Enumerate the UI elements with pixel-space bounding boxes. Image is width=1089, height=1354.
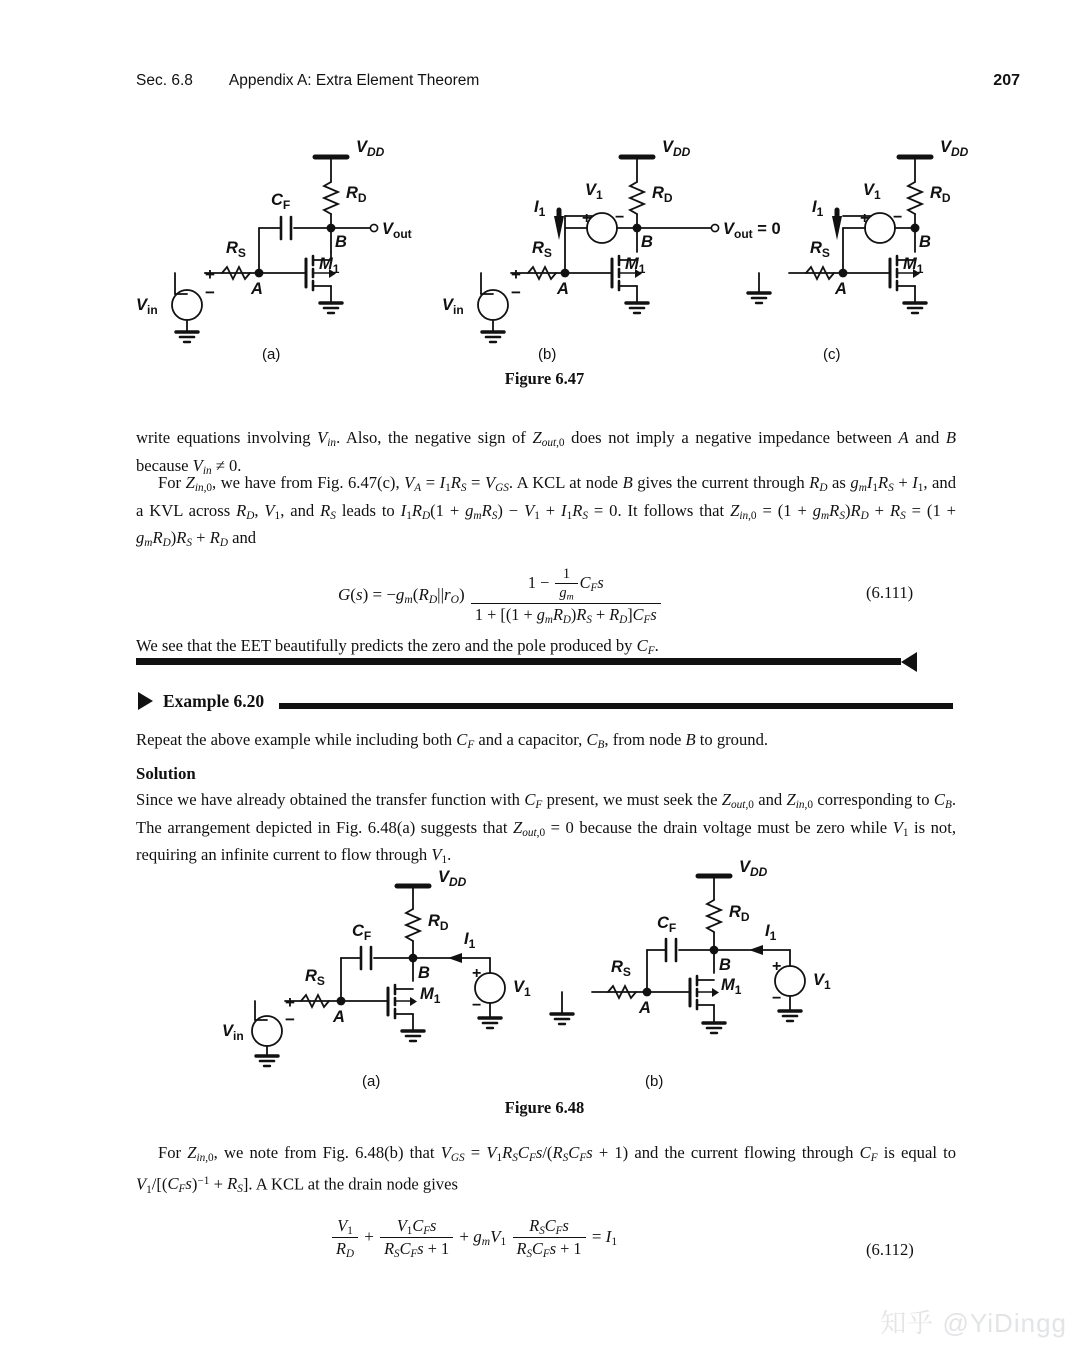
label-rd-c: $R_D$ [930,184,951,205]
example-end-marker-icon [901,652,917,672]
figure-6-48 [200,858,920,1068]
label-node-b-a: B [335,233,347,251]
example-start-marker-icon [138,692,153,710]
label-cf-48a: $C_F$ [352,922,372,943]
running-head [136,72,1020,90]
label-vin-a: $V_{in}$ [136,296,158,317]
sign-minus-a: − [205,283,215,302]
equation-6-111 [338,566,663,626]
sign-plus-c: + [860,210,870,227]
equation-6-112-plus-1: + [364,1227,374,1246]
label-vout-zero-b: $V_{out} = 0$ [723,220,781,241]
label-vdd-c: $V_{DD}$ [940,138,969,159]
paragraph-1: write equations involving $V_{in}$. Also, the negative sign of $Z_{out},0$ does not imply a negative impedance between A and B because $V_{in} \ne 0$. [136,428,956,477]
sign-plus-a: + [205,265,215,284]
label-vdd-48a: $V_{DD}$ [438,868,467,889]
figure-6-48-caption: Figure 6.48 [504,1098,585,1117]
equation-6-111-numerator: 1 − $\frac{1}{g_m}$ $C_Fs$ [527,566,604,603]
label-rs-a: $R_S$ [226,239,246,260]
label-rs-48a: $R_S$ [305,967,325,988]
figure-6-48-svg [200,858,920,1068]
equation-6-111-lhs: $G(s) = -g_m(R_D||r_O)$ [338,584,469,607]
label-node-a-c: A [835,280,847,298]
label-vdd-b: $V_{DD}$ [662,138,691,159]
equation-6-111-number: (6.111) [866,583,914,602]
label-vout-a: $V_{out}$ [382,220,412,241]
label-rs-48b: $R_S$ [611,958,631,979]
figure-6-47-caption: Figure 6.47 [504,369,585,388]
sign-plus-48a: + [472,965,482,982]
equation-6-112-gm-term: $g_mV1$ [473,1227,507,1249]
sign-plus-vin-b: + [511,265,521,284]
sign-plus-48b: + [772,958,782,975]
equation-6-111-fraction [471,566,661,626]
label-rs-c: $R_S$ [810,239,830,260]
figure-6-47-sublabel-a: (a) [262,346,281,363]
sign-minus-c: − [893,209,903,226]
equation-6-112-number: (6.112) [866,1240,914,1259]
label-node-a-48b: A [639,999,651,1017]
label-rd-48b: $R_D$ [729,903,750,924]
sign-plus-vin-48a: + [285,993,295,1012]
label-node-b-48a: B [418,964,430,982]
label-cf-48b: $C_F$ [657,914,677,935]
figure-6-47-sublabel-c: (c) [823,346,841,363]
label-rd-a: $R_D$ [346,184,367,205]
label-v1-48b: $V_1$ [813,971,831,992]
watermark: 知乎 @YiDingg [880,1308,1067,1338]
label-node-a-b: A [557,280,569,298]
figure-6-47 [130,128,1030,368]
label-vdd-a: $V_{DD}$ [356,138,385,159]
label-m1-b: $M_1$ [625,255,646,276]
figure-6-48-sublabel-a: (a) [362,1073,381,1090]
label-i1-48b: $I_1$ [765,922,777,943]
example-body: Repeat the above example while including both $C_F$ and a capacitor, $C_B$, from node B to ground. [136,730,769,752]
equation-6-112-term3: $\frac{R_SC_Fs}{R_SC_Fs + 1}$ [513,1216,586,1260]
equation-6-112-plus-2: + [459,1227,469,1246]
example-end-rule [136,658,901,665]
solution-title: Solution [136,764,196,783]
running-head-section: Sec. 6.8 [136,72,193,89]
label-m1-c: $M_1$ [903,255,924,276]
label-i1-c: $I_1$ [812,198,824,219]
paragraph-3: We see that the EET beautifully predicts the zero and the pole produced by $C_F$. [136,636,659,658]
label-node-a-a: A [251,280,263,298]
equation-6-112-term2: $\frac{V1C_Fs}{R_SC_Fs + 1}$ [380,1216,453,1260]
figure-6-47-svg [130,128,1030,368]
label-node-b-48b: B [719,956,731,974]
sign-minus-vin-b: − [511,283,521,302]
label-m1-48b: $M_1$ [721,976,742,997]
label-v1-c: $V_1$ [863,181,881,202]
sign-plus-b: + [582,210,592,227]
equation-6-112-rhs: = I1 [591,1227,618,1249]
example-title: Example 6.20 [163,691,265,711]
label-vdd-48b: $V_{DD}$ [739,858,768,879]
label-m1-48a: $M_1$ [420,985,441,1006]
label-rd-48a: $R_D$ [428,912,449,933]
sign-minus-48a: − [472,997,482,1014]
label-cf-a: $C_F$ [271,191,291,212]
sign-minus-vin-48a: − [285,1010,295,1029]
figure-6-47-sublabel-b: (b) [538,346,557,363]
label-m1-a: $M_1$ [319,255,340,276]
example-title-rule [279,703,953,709]
sign-minus-48b: − [772,990,782,1007]
label-rs-b: $R_S$ [532,239,552,260]
paragraph-4: Since we have already obtained the transfer function with $C_F$ present, we must seek the $Z_{out},0$ and $Z_{in},0$ corresponding to $C_B$. The arrangement depicted in Fig. 6.48(a) suggests that $Z_{out},0 = 0$ because the drain voltage must be zero while V1 is not, requiring an infinite current to flow through V1. [136,790,956,867]
label-node-b-b: B [641,233,653,251]
paragraph-2: For $Z_{in},0$, we have from Fig. 6.47(c), $V_A = I1R_S = V_{GS}$. A KCL at node B gives the current through $R_D$ as $g_mI1R_S + I1$, and a KVL across $R_D$, V1, and $R_S$ leads to $I1R_D(1 + g_mR_S) - V1 + I1R_S = 0$. It follows that $Z_{in},0 = (1 + g_mR_S)R_D + R_S = (1 + g_mR_D)R_S + R_D$ and [136,473,957,550]
figure-6-48-sublabel-b: (b) [645,1073,664,1090]
label-node-b-c: B [919,233,931,251]
label-node-a-48a: A [333,1008,345,1026]
page-number: 207 [993,72,1020,89]
label-rd-b: $R_D$ [652,184,673,205]
running-head-title: Appendix A: Extra Element Theorem [228,72,480,89]
sign-minus-b: − [615,209,625,226]
equation-6-112 [330,1216,617,1260]
equation-6-112-term1: $\frac{V1}{R_D}$ [332,1216,358,1260]
paragraph-5: For $Z_{in},0$, we note from Fig. 6.48(b) that $V_{GS} = V1R_SC_Fs/(R_SC_Fs + 1)$ and the current flowing through $C_F$ is equal to $V1/[(C_Fs)^{-1} + R_S]$. A KCL at the drain node gives [136,1143,956,1196]
label-v1-48a: $V_1$ [513,978,531,999]
label-vin-48a: $V_{in}$ [222,1022,244,1043]
label-v1-b: $V_1$ [585,181,603,202]
label-i1-48a: $I_1$ [464,930,476,951]
label-i1-b: $I_1$ [534,198,546,219]
equation-6-111-denominator: $1 + [(1 + g_mR_D)R_S + R_D]C_Fs$ [471,603,661,626]
label-vin-b: $V_{in}$ [442,296,464,317]
